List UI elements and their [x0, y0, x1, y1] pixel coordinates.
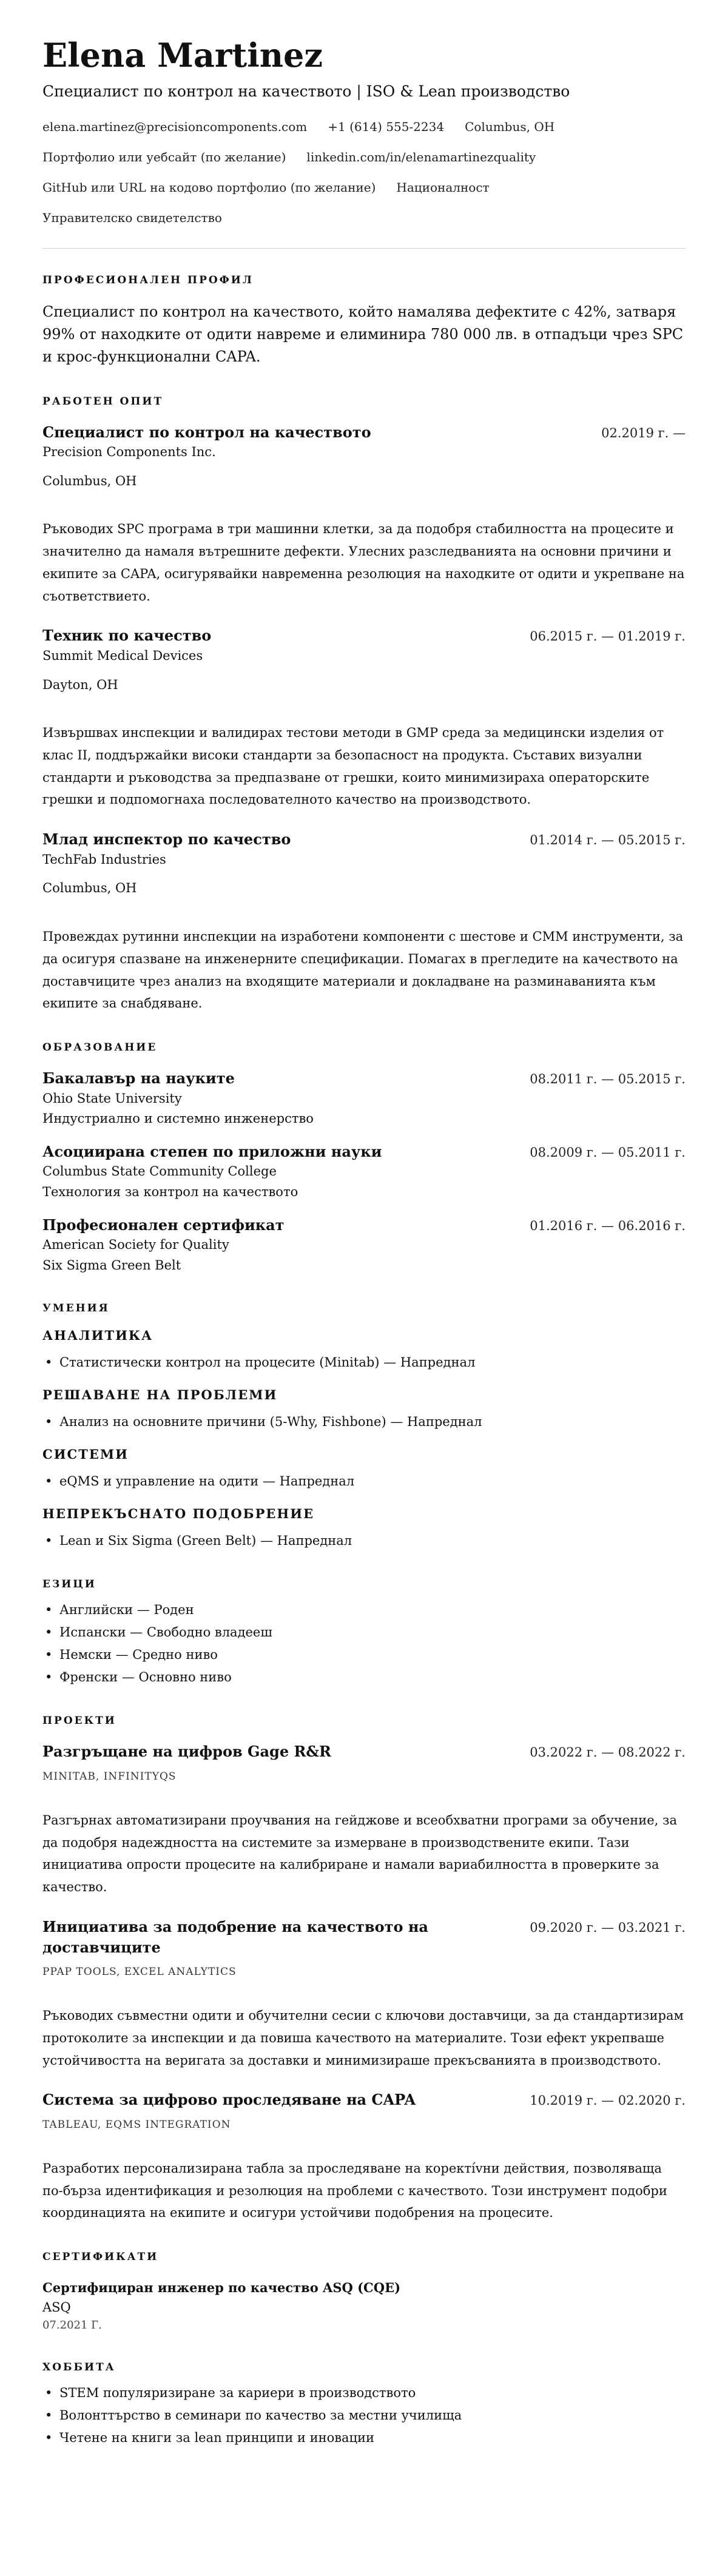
degree: Бакалавър на науките	[42, 1069, 235, 1087]
profile-text: Специалист по контрол на качеството, който намалява дефектите с 42%, затваря 99% от находките от одити навреме и елиминира 780 000 лв. в отпадъци чрез SPC и крос-функционални CAPA.	[42, 303, 684, 366]
certifications-section	[42, 2251, 686, 2335]
skill-category: СИСТЕМИ	[42, 1446, 129, 1462]
project-tech: MINITAB, INFINITYQS	[42, 1770, 177, 1783]
project-dates: 09.2020 г. — 03.2021 г.	[530, 1920, 686, 1935]
job-title: Млад инспектор по качество	[42, 830, 291, 849]
field-of-study: Индустриално и системно инженерство	[42, 1111, 314, 1126]
project-description: Разработих персонализирана табла за проследяване на коректívни действия, позволяваща по-бърза идентификация и резолюция на проблеми с качеството. Този инструмент подобри координацията на екипите и осигури устойчиви подобрения на процесите.	[42, 2161, 667, 2221]
job-dates: 01.2014 г. — 05.2015 г.	[530, 833, 686, 848]
language-item: • Испански — Свободно владееш	[42, 1621, 686, 1644]
contact-row-4	[42, 209, 686, 226]
degree: Асоциирана степен по приложни науки	[42, 1142, 382, 1160]
contact-row-2	[42, 149, 686, 166]
project-name: Система за цифрово проследяване на CAPA	[42, 2091, 416, 2109]
skill-category: АНАЛИТИКА	[42, 1328, 153, 1343]
project-tech: PPAP TOOLS, EXCEL ANALYTICS	[42, 1966, 237, 1979]
company-name: TechFab Industries	[42, 852, 166, 867]
projects-heading: ПРОЕКТИ	[42, 1715, 116, 1727]
job-description: Извършвах инспекции и валидирах тестови методи в GMP среда за медицински изделия от клас II, поддържайки високи стандарти за безопасност на продукта. Съставих визуални стандарти и ръководства за предпазване от грешки, които минимизираха операторските грешки и подпомогнаха последователното качество на производството.	[42, 725, 664, 807]
phone[interactable]: +1 (614) 555-2234	[328, 119, 445, 135]
skills-heading: УМЕНИЯ	[42, 1302, 110, 1315]
driving-license: Управителско свидетелство	[42, 210, 222, 226]
experience-section	[42, 395, 686, 1015]
company-name: Summit Medical Devices	[42, 648, 203, 664]
certification-issuer: ASQ	[42, 2299, 71, 2315]
project-dates: 10.2019 г. — 02.2020 г.	[530, 2093, 686, 2108]
skill-category: РЕШАВАНЕ НА ПРОБЛЕМИ	[42, 1387, 278, 1403]
hobby-item: • Волонттърство в семинари по качество за местни училища	[42, 2404, 686, 2427]
skill-item: • Анализ на основните причини (5-Why, Fishbone) — Напреднал	[42, 1411, 686, 1433]
project-description: Разгърнах автоматизирани проучвания на гейджове и всеобхватни програми за обучение, за да подобря надеждността на системите за измерване в производствените екипи. Тази инициатива опрости процесите на калибриране и намали вариабилността в проверките за качество.	[42, 1812, 677, 1895]
skill-group	[42, 1328, 686, 1374]
project-dates: 03.2022 г. — 08.2022 г.	[530, 1745, 686, 1760]
job-title: Специалист по контрол на качеството	[42, 423, 371, 441]
school-name: American Society for Quality	[42, 1237, 229, 1253]
languages-heading: ЕЗИЦИ	[42, 1578, 96, 1591]
certification-date: 07.2021 Г.	[42, 2319, 102, 2332]
project-description: Ръководих съвместни одити и обучителни сесии с ключови доставчици, за да стандартизирам протоколите за инспекции и да повиша качеството на материалите. Този ефект укрепваше устойчивостта на веригата за доставки и минимизираше прекъсванията в производството.	[42, 2008, 684, 2068]
skill-category: НЕПРЕКЪСНАТО ПОДОБРЕНИЕ	[42, 1505, 315, 1521]
school-name: Ohio State University	[42, 1091, 182, 1106]
education-entry	[42, 1215, 686, 1276]
profile-heading: ПРОФЕСИОНАЛЕН ПРОФИЛ	[42, 274, 254, 287]
field-of-study: Six Sigma Green Belt	[42, 1257, 181, 1273]
project-entry	[42, 2090, 686, 2224]
contact-row-1	[42, 118, 686, 135]
field-of-study: Технология за контрол на качеството	[42, 1184, 298, 1199]
project-entry	[42, 1917, 686, 2071]
job-location: Dayton, OH	[42, 677, 118, 692]
education-dates: 08.2009 г. — 05.2011 г.	[530, 1145, 686, 1160]
contact-row-3	[42, 179, 686, 196]
experience-heading: РАБОТЕН ОПИТ	[42, 395, 164, 408]
project-entry	[42, 1741, 686, 1898]
skill-group	[42, 1447, 686, 1493]
header-divider	[42, 248, 686, 249]
job-dates: 06.2015 г. — 01.2019 г.	[530, 629, 686, 644]
skills-section	[42, 1302, 686, 1552]
hobbies-heading: ХОББИТА	[42, 2361, 116, 2374]
linkedin-link[interactable]: linkedin.com/in/elenamartinezquality	[306, 150, 536, 165]
email[interactable]: elena.martinez@precisioncomponents.com	[42, 119, 308, 135]
skill-group	[42, 1387, 686, 1433]
hobby-item: • STEM популяризиране за кариери в производството	[42, 2382, 686, 2404]
job-title: Техник по качество	[42, 627, 212, 645]
hobbies-section	[42, 2361, 686, 2449]
resume-header	[42, 36, 686, 226]
profile-section	[42, 274, 686, 369]
company-name: Precision Components Inc.	[42, 445, 216, 460]
education-section	[42, 1041, 686, 1276]
experience-entry	[42, 422, 686, 608]
job-description: Ръководих SPC програма в три машинни клетки, за да подобря стабилността на процесите и значително да намаля вътрешните дефекти. Улесних разследванията на основни причини и екипите за CAPA, осигурявайки навременна резолюция на находките от одити и укрепване на съответствието.	[42, 522, 685, 604]
candidate-name: Elena Martinez	[42, 36, 323, 75]
location: Columbus, OH	[465, 119, 555, 135]
job-location: Columbus, OH	[42, 881, 137, 896]
experience-entry	[42, 829, 686, 1015]
education-entry	[42, 1142, 686, 1203]
resume	[42, 36, 686, 2449]
project-name: Разгръщане на цифров Gage R&R	[42, 1743, 332, 1761]
languages-section	[42, 1578, 686, 1688]
job-dates: 02.2019 г. —	[601, 425, 686, 440]
github-link[interactable]: GitHub или URL на кодово портфолио (по желание)	[42, 180, 376, 195]
school-name: Columbus State Community College	[42, 1164, 277, 1179]
skill-item: • Lean и Six Sigma (Green Belt) — Напреднал	[42, 1530, 686, 1552]
education-dates: 08.2011 г. — 05.2015 г.	[530, 1072, 686, 1086]
education-entry	[42, 1068, 686, 1129]
degree: Професионален сертификат	[42, 1216, 285, 1234]
skill-item: • eQMS и управление на одити — Напреднал	[42, 1470, 686, 1493]
education-dates: 01.2016 г. — 06.2016 г.	[530, 1218, 686, 1233]
certification-name: Сертифициран инженер по качество ASQ (CQE)	[42, 2280, 401, 2296]
certifications-heading: СЕРТИФИКАТИ	[42, 2251, 159, 2264]
project-tech: TABLEAU, EQMS INTEGRATION	[42, 2118, 231, 2131]
education-heading: ОБРАЗОВАНИЕ	[42, 1041, 158, 1054]
skill-item: • Статистически контрол на процесите (Minitab) — Напреднал	[42, 1351, 686, 1374]
experience-entry	[42, 625, 686, 811]
job-location: Columbus, OH	[42, 473, 137, 488]
language-item: • Английски — Роден	[42, 1599, 686, 1621]
headline: Специалист по контрол на качеството | ISO & Lean производство	[42, 82, 570, 101]
hobby-item: • Четене на книги за lean принципи и иновации	[42, 2427, 686, 2449]
language-item: • Немски — Средно ниво	[42, 1644, 686, 1666]
job-description: Провеждах рутинни инспекции на изработени компоненти с шестове и CMM инструменти, за да осигуря спазване на инженерните спецификации. Помагах в прегледите на качеството на доставчиците чрез анализ на входящите материали и докладване на разминаванията към екипите за снабдяване.	[42, 929, 684, 1011]
nationality: Националност	[396, 180, 490, 195]
skill-group	[42, 1506, 686, 1552]
projects-section	[42, 1715, 686, 2224]
project-name: Инициатива за подобрение на качеството на доставчиците	[42, 1917, 428, 1956]
portfolio-link[interactable]: Портфолио или уебсайт (по желание)	[42, 150, 286, 165]
language-item: • Френски — Основно ниво	[42, 1666, 686, 1689]
